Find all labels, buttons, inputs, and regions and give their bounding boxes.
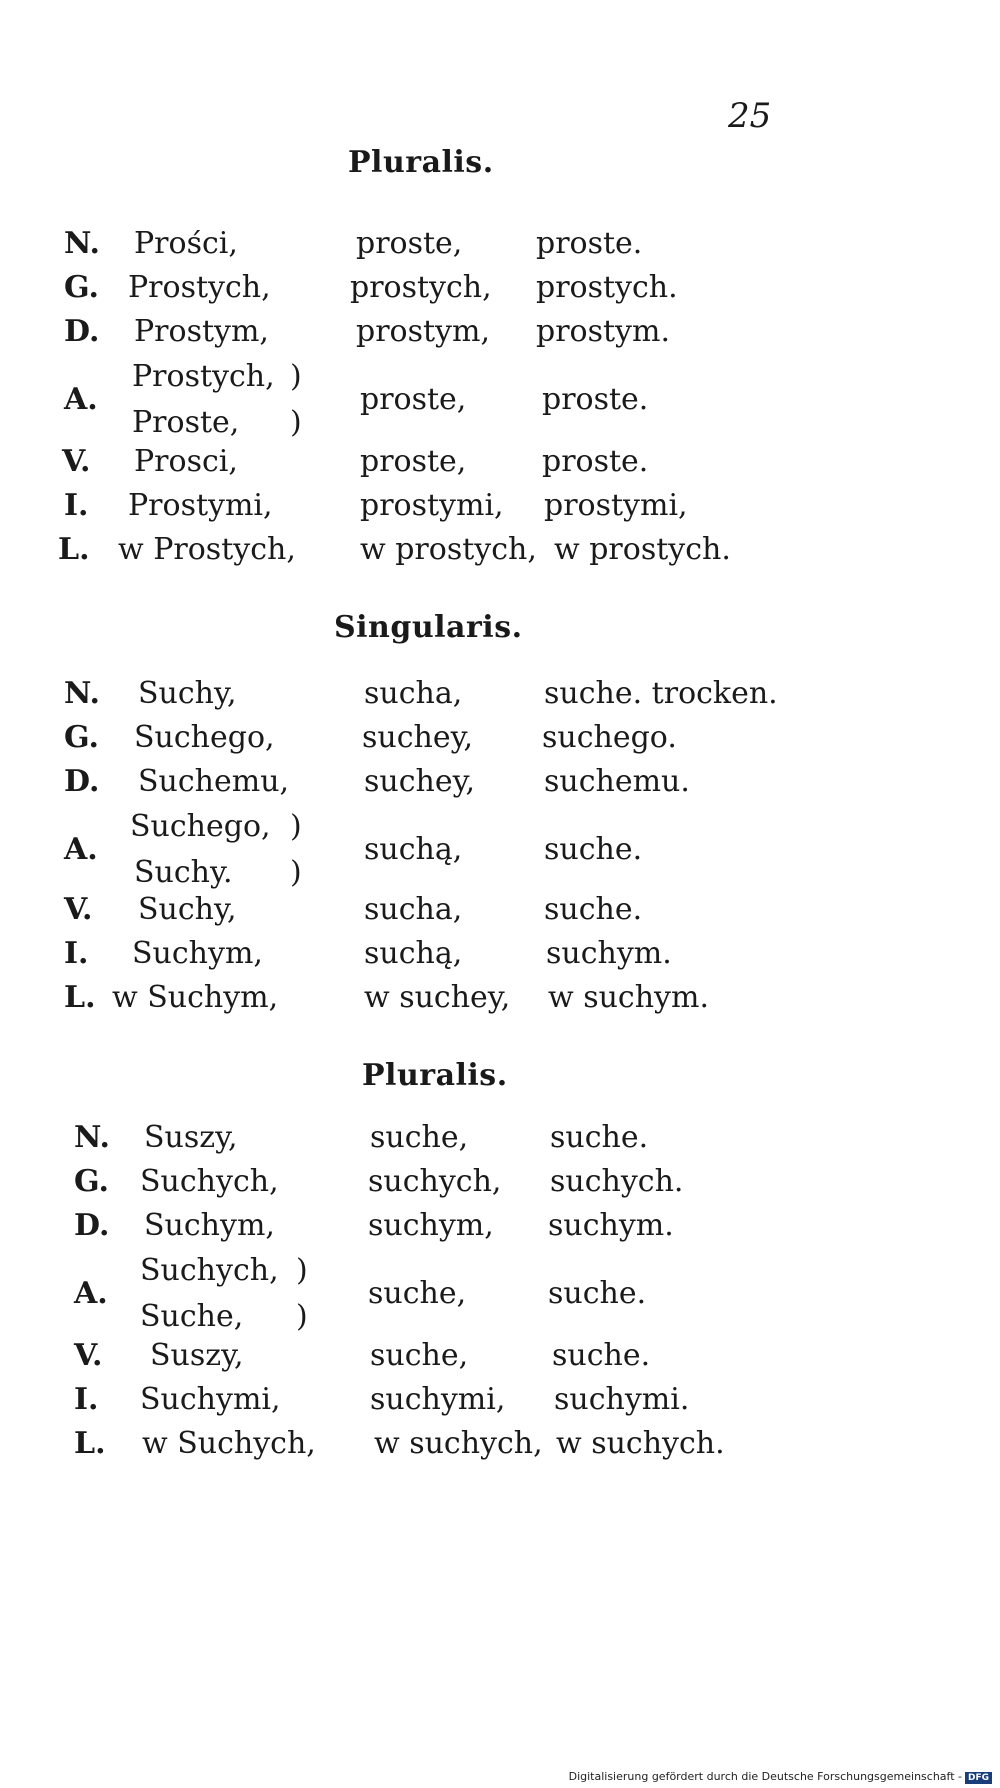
case-label: A. — [64, 382, 98, 417]
word-masc-animate: Prostych, — [132, 359, 275, 394]
bracket: ) ) — [296, 1253, 308, 1334]
word-masc: Suchy, — [138, 676, 237, 711]
word-neut: suche. — [550, 1120, 649, 1155]
word-fem: suche, — [370, 1120, 469, 1155]
word-neut: w suchych. — [556, 1426, 725, 1461]
word-masc-inanimate: Suche, — [140, 1299, 244, 1334]
word-neut: proste. — [542, 444, 649, 479]
table-row — [0, 976, 1000, 1020]
word-neut: suche. — [544, 892, 643, 927]
case-label: I. — [64, 936, 89, 971]
word-neut: suche. — [548, 1276, 647, 1311]
word-masc: w Suchym, — [112, 980, 279, 1015]
word-masc: Suchym, — [144, 1208, 275, 1243]
word-fem: suchymi, — [370, 1382, 506, 1417]
case-label: N. — [64, 676, 100, 711]
table-row — [0, 440, 1000, 484]
case-label: D. — [74, 1208, 110, 1243]
case-label: A. — [74, 1276, 108, 1311]
bracket: ) ) — [290, 359, 302, 440]
word-fem: suchą, — [364, 832, 463, 867]
word-fem: prostymi, — [360, 488, 504, 523]
case-label: L. — [64, 980, 96, 1015]
word-fem: sucha, — [364, 892, 463, 927]
case-label: D. — [64, 764, 100, 799]
table-row — [0, 266, 1000, 310]
case-label: N. — [64, 226, 100, 261]
word-fem: suchym, — [368, 1208, 494, 1243]
dfg-badge: DFG — [965, 1772, 992, 1784]
case-label: G. — [64, 270, 99, 305]
word-fem: suchey, — [364, 764, 476, 799]
word-fem: suchych, — [368, 1164, 502, 1199]
word-masc: Prostymi, — [128, 488, 273, 523]
word-fem: w prostych, — [360, 532, 537, 567]
word-masc-animate: Suchych, — [140, 1253, 279, 1288]
word-fem: proste, — [360, 382, 467, 417]
word-masc — [130, 804, 271, 896]
table-row — [0, 1334, 1000, 1378]
case-label: I. — [64, 488, 89, 523]
word-masc: Suchemu, — [138, 764, 290, 799]
word-neut: suche. — [544, 832, 643, 867]
case-label: V. — [64, 892, 93, 927]
table-row — [0, 888, 1000, 932]
word-fem: sucha, — [364, 676, 463, 711]
case-label: V. — [74, 1338, 103, 1373]
word-masc: Suchym, — [132, 936, 263, 971]
table-row — [0, 1160, 1000, 1204]
word-masc: Prostym, — [134, 314, 269, 349]
word-neut: w prostych. — [554, 532, 731, 567]
word-fem: suchey, — [362, 720, 474, 755]
footer-text: Digitalisierung gefördert durch die Deutsche Forschungsgemeinschaft - — [568, 1770, 962, 1783]
word-masc: Suchego, — [134, 720, 275, 755]
word-fem: prostym, — [356, 314, 490, 349]
word-neut: suchym. — [548, 1208, 674, 1243]
case-label: D. — [64, 314, 100, 349]
bracket: ) ) — [290, 809, 302, 890]
word-fem: suchą, — [364, 936, 463, 971]
case-label: V. — [62, 444, 91, 479]
case-label: L. — [74, 1426, 106, 1461]
section-heading: Singularis. — [334, 610, 523, 645]
word-fem: proste, — [356, 226, 463, 261]
word-neut: suchego. — [542, 720, 677, 755]
case-label: I. — [74, 1382, 99, 1417]
digitization-credit — [569, 1770, 992, 1784]
word-neut: suche. — [552, 1338, 651, 1373]
word-masc: Suchych, — [140, 1164, 279, 1199]
word-masc: w Suchych, — [142, 1426, 316, 1461]
table-row — [0, 672, 1000, 716]
word-neut: suchemu. — [544, 764, 690, 799]
word-masc: Suszy, — [150, 1338, 244, 1373]
table-row — [0, 354, 1000, 446]
word-masc-inanimate: Suchy. — [134, 855, 233, 890]
word-neut: suchymi. — [554, 1382, 690, 1417]
table-row — [0, 716, 1000, 760]
case-label: L. — [58, 532, 90, 567]
section-heading: Pluralis. — [348, 145, 494, 180]
word-masc: Prostych, — [128, 270, 271, 305]
table-row — [0, 1204, 1000, 1248]
case-label: A. — [64, 832, 98, 867]
word-fem: suche, — [370, 1338, 469, 1373]
word-masc-animate: Suchego, — [130, 809, 271, 844]
word-neut: suchych. — [550, 1164, 684, 1199]
word-masc-inanimate: Proste, — [132, 405, 240, 440]
case-label: N. — [74, 1120, 110, 1155]
word-masc — [140, 1248, 279, 1340]
word-masc: Suszy, — [144, 1120, 238, 1155]
table-row — [0, 1378, 1000, 1422]
page-number: 25 — [728, 96, 772, 136]
word-neut: prostym. — [536, 314, 670, 349]
word-fem: proste, — [360, 444, 467, 479]
word-masc — [132, 354, 275, 446]
word-fem: w suchey, — [364, 980, 511, 1015]
table-row — [0, 1422, 1000, 1466]
case-label: G. — [64, 720, 99, 755]
word-masc: Suchymi, — [140, 1382, 281, 1417]
word-fem: w suchych, — [374, 1426, 543, 1461]
word-masc: Prosci, — [134, 444, 238, 479]
word-neut: prostych. — [536, 270, 678, 305]
table-row — [0, 1248, 1000, 1340]
table-row — [0, 760, 1000, 804]
word-masc: Suchy, — [138, 892, 237, 927]
word-fem: suche, — [368, 1276, 467, 1311]
word-neut: w suchym. — [548, 980, 709, 1015]
case-label: G. — [74, 1164, 109, 1199]
word-fem: prostych, — [350, 270, 492, 305]
section-heading: Pluralis. — [362, 1058, 508, 1093]
word-masc: w Prostych, — [118, 532, 296, 567]
table-row — [0, 1116, 1000, 1160]
word-neut: proste. — [542, 382, 649, 417]
word-neut: proste. — [536, 226, 643, 261]
table-row — [0, 484, 1000, 528]
table-row — [0, 932, 1000, 976]
table-row — [0, 222, 1000, 266]
table-row — [0, 310, 1000, 354]
word-neut: suche. trocken. — [544, 676, 778, 711]
word-masc: Prości, — [134, 226, 238, 261]
table-row — [0, 804, 1000, 896]
word-neut: suchym. — [546, 936, 672, 971]
word-neut: prostymi, — [544, 488, 688, 523]
table-row — [0, 528, 1000, 572]
